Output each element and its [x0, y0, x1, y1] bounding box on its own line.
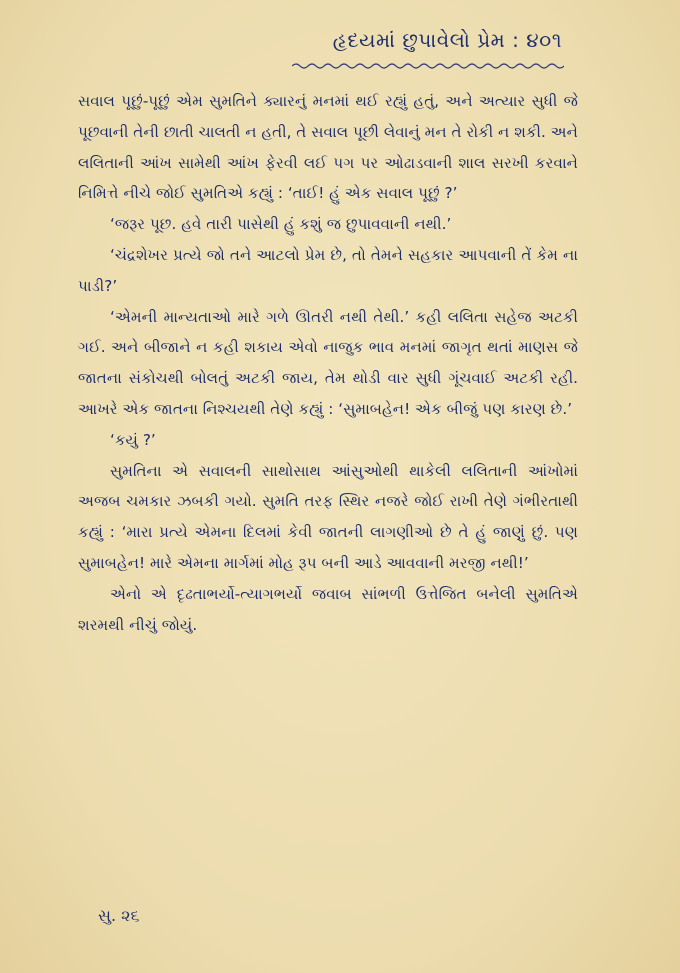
paragraph-1: સવાલ પૂછું-પૂછું એમ સુમતિને ક્યારનું મનમાં થઈ રહ્યું હતું, અને અત્યાર સુધી જે પૂછવાની તેની છાતી ચાલતી ન હતી, તે સવાલ પૂછી લેવાનું મન તે રોકી ન શકી. અને લલિતાની આંખ સામેથી આંખ ફેરવી લઈ પગ પર ઓઢાડવાની શાલ સરખી કરવાને નિમિત્તે નીચે જોઈ સુમતિએ કહ્યું : ‘તાઈ! હું એક સવાલ પૂછું ?’	[78, 92, 578, 203]
paragraph-3: ‘ચંદ્રશેખર પ્રત્યે જો તને આટલો પ્રેમ છે, તો તેમને સહકાર આપવાની તેં કેમ ના પાડી?’	[78, 245, 578, 295]
paragraph-5: ‘કયું ?’	[110, 430, 156, 449]
paragraph-6: સુમતિના એ સવાલની સાથોસાથ આંસુઓથી થાકેલી લલિતાની આંખોમાં અજબ ચમકાર ઝબકી ગયો. સુમતિ તરફ સ્થિર નજરે જોઈ રાખી તેણે ગંભીરતાથી કહ્યું : ‘મારા પ્રત્યે એમના દિલમાં કેવી જાતની લાગણીઓ છે તે હું જાણું છું. પણ સુમાબહેન! મારે એમના માર્ગમાં મોહ રૂપ બની આડે આવવાની મરજી નથી!’	[78, 461, 578, 572]
paragraph-7: એનો એ દૃઢતાભર્યો-ત્યાગભર્યો જવાબ સાંભળી ઉત્તેજિત બનેલી સુમતિએ શરમથી નીચું જોયું.	[78, 584, 578, 634]
paragraph-2: ‘જરૂર પૂછ. હવે તારી પાસેથી હું કશું જ છુપાવવાની નથી.’	[110, 215, 452, 234]
header-wavy-underline	[292, 62, 564, 70]
signature-mark: સુ. ૨૬	[98, 906, 140, 925]
body-text	[78, 86, 578, 640]
paragraph-4: ‘એમની માન્યતાઓ મારે ગળે ઊતરી નથી તેથી.’ કહી લલિતા સહેજ અટકી ગઈ. અને બીજાને ન કહી શકાય એવો નાજુક ભાવ મનમાં જાગૃત થતાં માણસ જે જાતના સંકોચથી બોલતું અટકી જાય, તેમ થોડી વાર સુધી ગૂંચવાઈ અટકી રહી. આખરે એક જાતના નિશ્ચયથી તેણે કહ્યું : ‘સુમાબહેન! એક બીજું પણ કારણ છે.’	[78, 307, 578, 418]
running-header: હૃદયમાં છુપાવેલો પ્રેમ : ૪૦૧	[332, 28, 562, 52]
